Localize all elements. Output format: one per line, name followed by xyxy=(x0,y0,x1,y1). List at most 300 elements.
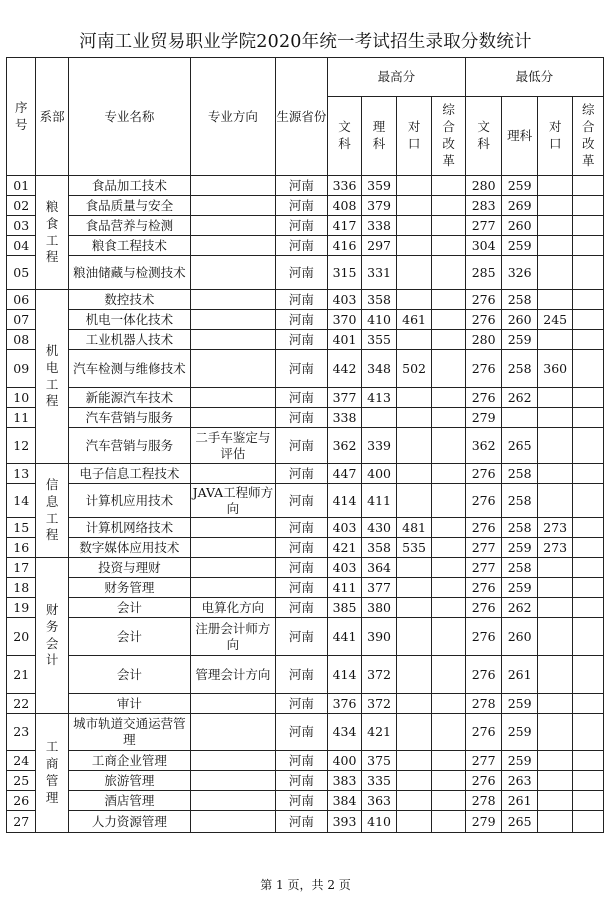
row-number: 01 xyxy=(7,176,36,196)
header-max-vocational: 对口 xyxy=(396,97,432,176)
max-liberal-score: 414 xyxy=(327,484,362,518)
max-vocational-score xyxy=(396,751,432,771)
row-number: 04 xyxy=(7,236,36,256)
min-science-score: 259 xyxy=(502,538,538,558)
source-province: 河南 xyxy=(276,656,328,694)
row-number: 26 xyxy=(7,791,36,811)
max-comprehensive-score xyxy=(432,484,466,518)
max-liberal-score: 385 xyxy=(327,598,362,618)
max-science-score: 372 xyxy=(362,694,397,714)
row-number: 03 xyxy=(7,216,36,236)
table-row xyxy=(7,464,604,484)
max-vocational-score xyxy=(396,464,432,484)
min-vocational-score xyxy=(537,791,573,811)
major-name: 旅游管理 xyxy=(68,771,190,791)
min-liberal-score: 277 xyxy=(465,538,502,558)
min-vocational-score xyxy=(537,236,573,256)
source-province: 河南 xyxy=(276,464,328,484)
max-liberal-score: 383 xyxy=(327,771,362,791)
source-province: 河南 xyxy=(276,751,328,771)
min-liberal-score: 285 xyxy=(465,256,502,290)
min-science-score: 258 xyxy=(502,484,538,518)
major-name: 工业机器人技术 xyxy=(68,330,190,350)
min-liberal-score: 278 xyxy=(465,791,502,811)
row-number: 08 xyxy=(7,330,36,350)
min-comprehensive-score xyxy=(573,558,604,578)
max-comprehensive-score xyxy=(432,464,466,484)
score-table xyxy=(6,57,604,833)
max-comprehensive-score xyxy=(432,538,466,558)
max-vocational-score xyxy=(396,656,432,694)
min-liberal-score: 276 xyxy=(465,388,502,408)
min-science-score: 260 xyxy=(502,216,538,236)
max-vocational-score: 461 xyxy=(396,310,432,330)
major-name: 财务管理 xyxy=(68,578,190,598)
max-comprehensive-score xyxy=(432,428,466,464)
department-cell: 粮食工程 xyxy=(36,176,68,290)
table-row xyxy=(7,256,604,290)
source-province: 河南 xyxy=(276,598,328,618)
source-province: 河南 xyxy=(276,408,328,428)
min-comprehensive-score xyxy=(573,771,604,791)
max-comprehensive-score xyxy=(432,518,466,538)
max-liberal-score: 416 xyxy=(327,236,362,256)
min-vocational-score xyxy=(537,176,573,196)
min-vocational-score xyxy=(537,408,573,428)
min-liberal-score: 304 xyxy=(465,236,502,256)
min-comprehensive-score xyxy=(573,330,604,350)
table-row xyxy=(7,791,604,811)
min-science-score xyxy=(502,408,538,428)
min-liberal-score: 280 xyxy=(465,330,502,350)
max-science-score: 364 xyxy=(362,558,397,578)
row-number: 27 xyxy=(7,811,36,833)
min-liberal-score: 283 xyxy=(465,196,502,216)
table-row xyxy=(7,290,604,310)
min-vocational-score xyxy=(537,216,573,236)
max-vocational-score xyxy=(396,578,432,598)
min-comprehensive-score xyxy=(573,464,604,484)
header-province: 生源省份 xyxy=(276,58,328,176)
header-min-comprehensive: 综合改革 xyxy=(573,97,604,176)
max-comprehensive-score xyxy=(432,656,466,694)
row-number: 10 xyxy=(7,388,36,408)
page-footer: 第 1 页，共 2 页 xyxy=(260,878,351,892)
max-comprehensive-score xyxy=(432,216,466,236)
table-row xyxy=(7,694,604,714)
min-vocational-score xyxy=(537,256,573,290)
min-science-score: 259 xyxy=(502,176,538,196)
max-liberal-score: 377 xyxy=(327,388,362,408)
table-row xyxy=(7,408,604,428)
min-science-score: 259 xyxy=(502,330,538,350)
max-science-score: 413 xyxy=(362,388,397,408)
row-number: 23 xyxy=(7,714,36,751)
table-row xyxy=(7,656,604,694)
max-science-score: 379 xyxy=(362,196,397,216)
max-comprehensive-score xyxy=(432,694,466,714)
major-name: 新能源汽车技术 xyxy=(68,388,190,408)
max-science-score: 410 xyxy=(362,310,397,330)
row-number: 24 xyxy=(7,751,36,771)
major-direction xyxy=(190,558,275,578)
min-comprehensive-score xyxy=(573,388,604,408)
max-science-score: 411 xyxy=(362,484,397,518)
max-liberal-score: 408 xyxy=(327,196,362,216)
row-number: 17 xyxy=(7,558,36,578)
table-row xyxy=(7,714,604,751)
max-science-score: 380 xyxy=(362,598,397,618)
max-vocational-score: 502 xyxy=(396,350,432,388)
min-science-score: 259 xyxy=(502,578,538,598)
min-comprehensive-score xyxy=(573,216,604,236)
major-direction: 管理会计方向 xyxy=(190,656,275,694)
header-max-comprehensive: 综合改革 xyxy=(432,97,466,176)
max-liberal-score: 370 xyxy=(327,310,362,330)
max-comprehensive-score xyxy=(432,388,466,408)
max-comprehensive-score xyxy=(432,618,466,656)
source-province: 河南 xyxy=(276,176,328,196)
row-number: 18 xyxy=(7,578,36,598)
row-number: 07 xyxy=(7,310,36,330)
min-vocational-score xyxy=(537,464,573,484)
max-science-score: 339 xyxy=(362,428,397,464)
source-province: 河南 xyxy=(276,256,328,290)
min-liberal-score: 280 xyxy=(465,176,502,196)
max-liberal-score: 434 xyxy=(327,714,362,751)
major-name: 会计 xyxy=(68,618,190,656)
source-province: 河南 xyxy=(276,236,328,256)
max-science-score: 363 xyxy=(362,791,397,811)
max-vocational-score xyxy=(396,598,432,618)
min-vocational-score xyxy=(537,598,573,618)
major-name: 汽车检测与维修技术 xyxy=(68,350,190,388)
min-liberal-score: 362 xyxy=(465,428,502,464)
page-title: 河南工业贸易职业学院2020年统一考试招生录取分数统计 xyxy=(79,32,532,52)
major-direction xyxy=(190,811,275,833)
min-comprehensive-score xyxy=(573,350,604,388)
source-province: 河南 xyxy=(276,558,328,578)
source-province: 河南 xyxy=(276,216,328,236)
max-science-score: 335 xyxy=(362,771,397,791)
department-cell: 财务会计 xyxy=(36,558,68,714)
min-vocational-score xyxy=(537,558,573,578)
max-liberal-score: 336 xyxy=(327,176,362,196)
max-liberal-score: 421 xyxy=(327,538,362,558)
max-vocational-score xyxy=(396,408,432,428)
max-liberal-score: 403 xyxy=(327,290,362,310)
major-direction xyxy=(190,196,275,216)
header-min-liberal: 文科 xyxy=(465,97,502,176)
source-province: 河南 xyxy=(276,428,328,464)
max-liberal-score: 338 xyxy=(327,408,362,428)
min-comprehensive-score xyxy=(573,484,604,518)
min-comprehensive-score xyxy=(573,714,604,751)
row-number: 20 xyxy=(7,618,36,656)
max-liberal-score: 411 xyxy=(327,578,362,598)
max-vocational-score xyxy=(396,176,432,196)
min-vocational-score: 360 xyxy=(537,350,573,388)
max-vocational-score xyxy=(396,811,432,833)
max-vocational-score xyxy=(396,484,432,518)
max-science-score: 331 xyxy=(362,256,397,290)
max-vocational-score xyxy=(396,714,432,751)
min-science-score: 262 xyxy=(502,598,538,618)
source-province: 河南 xyxy=(276,310,328,330)
min-vocational-score xyxy=(537,771,573,791)
header-dept: 系部 xyxy=(36,58,68,176)
table-row xyxy=(7,388,604,408)
min-liberal-score: 279 xyxy=(465,408,502,428)
table-row xyxy=(7,558,604,578)
max-comprehensive-score xyxy=(432,310,466,330)
max-comprehensive-score xyxy=(432,598,466,618)
min-liberal-score: 279 xyxy=(465,811,502,833)
major-direction xyxy=(190,791,275,811)
min-science-score: 258 xyxy=(502,350,538,388)
max-comprehensive-score xyxy=(432,578,466,598)
min-comprehensive-score xyxy=(573,578,604,598)
min-comprehensive-score xyxy=(573,618,604,656)
major-name: 会计 xyxy=(68,598,190,618)
min-liberal-score: 276 xyxy=(465,714,502,751)
min-comprehensive-score xyxy=(573,656,604,694)
min-science-score: 258 xyxy=(502,290,538,310)
department-cell: 机电工程 xyxy=(36,290,68,464)
row-number: 21 xyxy=(7,656,36,694)
major-name: 汽车营销与服务 xyxy=(68,408,190,428)
max-science-score: 377 xyxy=(362,578,397,598)
row-number: 16 xyxy=(7,538,36,558)
min-liberal-score: 276 xyxy=(465,656,502,694)
max-science-score: 430 xyxy=(362,518,397,538)
source-province: 河南 xyxy=(276,694,328,714)
max-vocational-score xyxy=(396,558,432,578)
header-min-vocational: 对口 xyxy=(537,97,573,176)
max-science-score: 358 xyxy=(362,538,397,558)
min-science-score: 269 xyxy=(502,196,538,216)
major-direction: JAVA工程师方向 xyxy=(190,484,275,518)
header-max-group: 最高分 xyxy=(327,58,465,97)
major-name: 食品质量与安全 xyxy=(68,196,190,216)
source-province: 河南 xyxy=(276,811,328,833)
min-science-score: 326 xyxy=(502,256,538,290)
max-vocational-score xyxy=(396,236,432,256)
min-vocational-score: 273 xyxy=(537,518,573,538)
source-province: 河南 xyxy=(276,791,328,811)
source-province: 河南 xyxy=(276,484,328,518)
min-science-score: 258 xyxy=(502,558,538,578)
row-number: 15 xyxy=(7,518,36,538)
min-liberal-score: 276 xyxy=(465,618,502,656)
max-liberal-score: 376 xyxy=(327,694,362,714)
max-science-score: 359 xyxy=(362,176,397,196)
table-row xyxy=(7,538,604,558)
min-comprehensive-score xyxy=(573,428,604,464)
table-row xyxy=(7,350,604,388)
max-vocational-score xyxy=(396,694,432,714)
source-province: 河南 xyxy=(276,388,328,408)
max-liberal-score: 442 xyxy=(327,350,362,388)
min-science-score: 261 xyxy=(502,791,538,811)
department-cell: 工商管理 xyxy=(36,714,68,833)
max-liberal-score: 400 xyxy=(327,751,362,771)
table-row xyxy=(7,811,604,833)
source-province: 河南 xyxy=(276,518,328,538)
major-direction: 二手车鉴定与评估 xyxy=(190,428,275,464)
major-name: 数控技术 xyxy=(68,290,190,310)
max-science-score: 410 xyxy=(362,811,397,833)
table-row xyxy=(7,216,604,236)
max-comprehensive-score xyxy=(432,771,466,791)
max-liberal-score: 393 xyxy=(327,811,362,833)
min-vocational-score xyxy=(537,290,573,310)
major-direction xyxy=(190,578,275,598)
max-science-score: 355 xyxy=(362,330,397,350)
major-name: 食品加工技术 xyxy=(68,176,190,196)
min-science-score: 265 xyxy=(502,428,538,464)
max-comprehensive-score xyxy=(432,256,466,290)
row-number: 14 xyxy=(7,484,36,518)
major-name: 粮油储藏与检测技术 xyxy=(68,256,190,290)
max-comprehensive-score xyxy=(432,751,466,771)
source-province: 河南 xyxy=(276,618,328,656)
max-liberal-score: 414 xyxy=(327,656,362,694)
major-direction xyxy=(190,464,275,484)
header-direction: 专业方向 xyxy=(190,58,275,176)
min-comprehensive-score xyxy=(573,176,604,196)
min-comprehensive-score xyxy=(573,518,604,538)
max-vocational-score xyxy=(396,771,432,791)
min-comprehensive-score xyxy=(573,196,604,216)
table-row xyxy=(7,618,604,656)
major-direction xyxy=(190,216,275,236)
row-number: 19 xyxy=(7,598,36,618)
min-liberal-score: 277 xyxy=(465,558,502,578)
min-vocational-score xyxy=(537,330,573,350)
min-liberal-score: 276 xyxy=(465,464,502,484)
max-science-score: 390 xyxy=(362,618,397,656)
major-direction xyxy=(190,310,275,330)
max-comprehensive-score xyxy=(432,558,466,578)
min-science-score: 260 xyxy=(502,618,538,656)
max-science-score: 338 xyxy=(362,216,397,236)
min-comprehensive-score xyxy=(573,256,604,290)
min-science-score: 259 xyxy=(502,751,538,771)
max-vocational-score xyxy=(396,256,432,290)
header-max-liberal: 文科 xyxy=(327,97,362,176)
min-comprehensive-score xyxy=(573,290,604,310)
row-number: 25 xyxy=(7,771,36,791)
min-liberal-score: 277 xyxy=(465,751,502,771)
max-liberal-score: 362 xyxy=(327,428,362,464)
min-comprehensive-score xyxy=(573,694,604,714)
major-direction xyxy=(190,714,275,751)
max-vocational-score xyxy=(396,428,432,464)
min-science-score: 258 xyxy=(502,464,538,484)
min-science-score: 260 xyxy=(502,310,538,330)
major-direction: 注册会计师方向 xyxy=(190,618,275,656)
header-min-group: 最低分 xyxy=(465,58,603,97)
max-vocational-score: 481 xyxy=(396,518,432,538)
min-vocational-score xyxy=(537,618,573,656)
min-vocational-score: 273 xyxy=(537,538,573,558)
min-science-score: 259 xyxy=(502,694,538,714)
major-direction: 电算化方向 xyxy=(190,598,275,618)
max-science-score xyxy=(362,408,397,428)
max-vocational-score xyxy=(396,290,432,310)
table-row xyxy=(7,484,604,518)
major-direction xyxy=(190,751,275,771)
min-science-score: 262 xyxy=(502,388,538,408)
min-liberal-score: 276 xyxy=(465,350,502,388)
major-direction xyxy=(190,256,275,290)
max-science-score: 372 xyxy=(362,656,397,694)
max-vocational-score xyxy=(396,388,432,408)
table-row xyxy=(7,578,604,598)
max-vocational-score xyxy=(396,618,432,656)
max-science-score: 375 xyxy=(362,751,397,771)
department-cell: 信息工程 xyxy=(36,464,68,558)
max-science-score: 421 xyxy=(362,714,397,751)
major-name: 人力资源管理 xyxy=(68,811,190,833)
max-liberal-score: 401 xyxy=(327,330,362,350)
max-vocational-score: 535 xyxy=(396,538,432,558)
row-number: 13 xyxy=(7,464,36,484)
major-name: 计算机应用技术 xyxy=(68,484,190,518)
min-vocational-score xyxy=(537,428,573,464)
max-liberal-score: 403 xyxy=(327,518,362,538)
min-comprehensive-score xyxy=(573,811,604,833)
source-province: 河南 xyxy=(276,196,328,216)
row-number: 06 xyxy=(7,290,36,310)
major-direction xyxy=(190,518,275,538)
major-name: 计算机网络技术 xyxy=(68,518,190,538)
major-name: 机电一体化技术 xyxy=(68,310,190,330)
header-seq: 序号 xyxy=(7,58,36,176)
min-vocational-score xyxy=(537,388,573,408)
min-science-score: 261 xyxy=(502,656,538,694)
min-science-score: 258 xyxy=(502,518,538,538)
row-number: 02 xyxy=(7,196,36,216)
major-direction xyxy=(190,290,275,310)
major-name: 审计 xyxy=(68,694,190,714)
max-liberal-score: 417 xyxy=(327,216,362,236)
major-name: 城市轨道交通运营管理 xyxy=(68,714,190,751)
major-name: 食品营养与检测 xyxy=(68,216,190,236)
major-name: 工商企业管理 xyxy=(68,751,190,771)
max-science-score: 297 xyxy=(362,236,397,256)
major-name: 会计 xyxy=(68,656,190,694)
min-vocational-score xyxy=(537,811,573,833)
source-province: 河南 xyxy=(276,578,328,598)
major-name: 电子信息工程技术 xyxy=(68,464,190,484)
min-liberal-score: 276 xyxy=(465,518,502,538)
major-name: 酒店管理 xyxy=(68,791,190,811)
min-comprehensive-score xyxy=(573,598,604,618)
major-name: 汽车营销与服务 xyxy=(68,428,190,464)
max-comprehensive-score xyxy=(432,176,466,196)
max-vocational-score xyxy=(396,196,432,216)
min-liberal-score: 276 xyxy=(465,310,502,330)
table-row xyxy=(7,751,604,771)
row-number: 05 xyxy=(7,256,36,290)
max-liberal-score: 441 xyxy=(327,618,362,656)
source-province: 河南 xyxy=(276,714,328,751)
major-name: 数字媒体应用技术 xyxy=(68,538,190,558)
table-body xyxy=(7,58,604,833)
min-vocational-score xyxy=(537,714,573,751)
